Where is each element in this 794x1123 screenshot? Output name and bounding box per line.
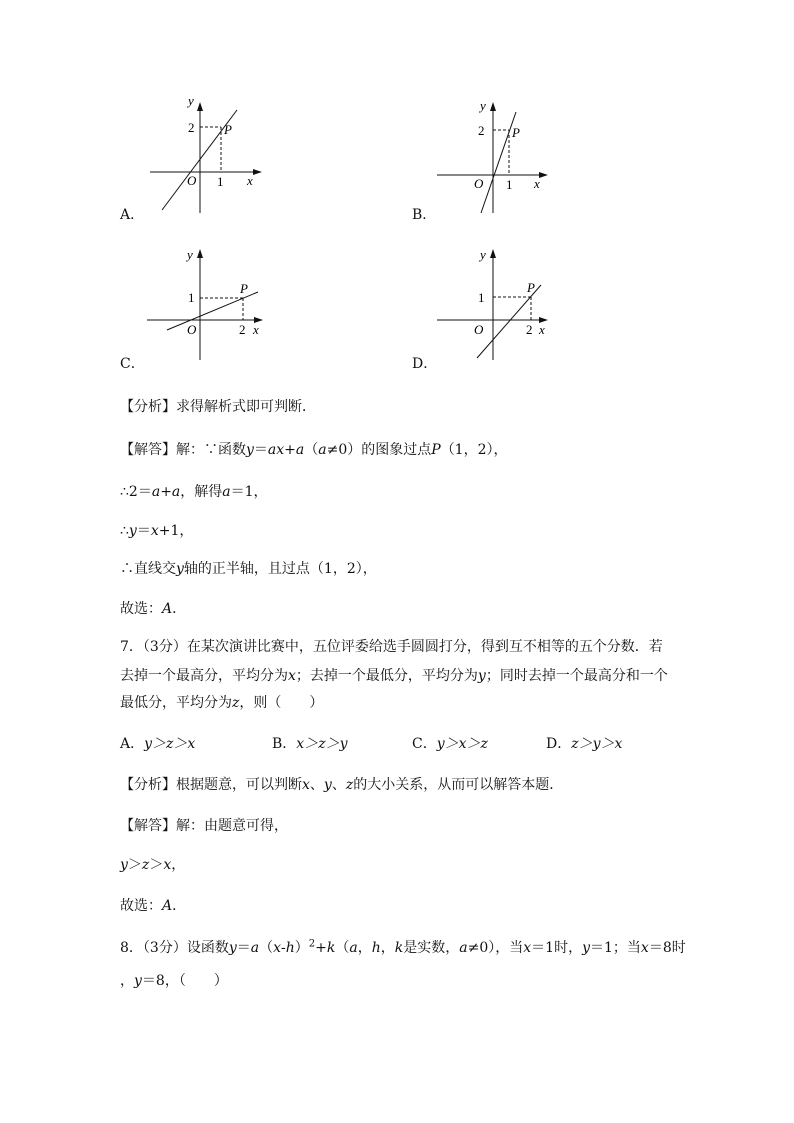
text: ． bbox=[172, 898, 187, 914]
text: a bbox=[151, 484, 161, 500]
text: a bbox=[250, 940, 260, 956]
text: ＝ bbox=[136, 523, 151, 539]
text: x bbox=[273, 940, 282, 956]
y-tick-label: 1 bbox=[188, 290, 195, 305]
text: 的大小关系，从而可以解答本题． bbox=[353, 777, 564, 793]
analysis-tag: 【分析】 bbox=[120, 399, 176, 415]
text: ；去掉一个最低分，平均分为 bbox=[295, 668, 478, 684]
q8-stem-line-2 bbox=[120, 970, 228, 990]
text: 故选： bbox=[120, 898, 162, 914]
text: ＝1， bbox=[230, 484, 268, 500]
text: ＞ bbox=[127, 857, 142, 873]
q7-option-c[interactable] bbox=[412, 733, 488, 753]
text: + bbox=[284, 442, 296, 458]
point-p-label: P bbox=[527, 280, 535, 295]
text: a bbox=[318, 442, 327, 458]
origin-label: O bbox=[474, 322, 484, 337]
text: P bbox=[431, 442, 441, 458]
text: x bbox=[288, 668, 296, 684]
text: ，则（ ） bbox=[239, 695, 324, 711]
graph-option-a bbox=[140, 95, 270, 220]
text: ＝ bbox=[253, 442, 268, 458]
text: a bbox=[459, 940, 468, 956]
y-axis-arrow-icon bbox=[197, 102, 203, 111]
text: ， bbox=[171, 857, 186, 873]
text: a bbox=[349, 940, 358, 956]
y-axis-arrow-icon bbox=[490, 102, 496, 111]
text: h bbox=[285, 940, 295, 956]
q8-stem-line-1 bbox=[120, 937, 686, 957]
text: x bbox=[302, 777, 310, 793]
point-p-label: P bbox=[512, 125, 520, 140]
text: y bbox=[228, 940, 237, 956]
text: +1， bbox=[158, 523, 194, 539]
option-letter: C． bbox=[412, 736, 437, 752]
text: ＝8，（ ） bbox=[141, 973, 228, 989]
q7-stem-line-3 bbox=[120, 692, 323, 712]
x-axis-label: x bbox=[253, 322, 259, 337]
y-tick-label: 2 bbox=[478, 123, 485, 138]
text: ， bbox=[357, 940, 372, 956]
text: y bbox=[120, 857, 128, 873]
x-axis-arrow-icon bbox=[253, 169, 262, 175]
text: a bbox=[295, 442, 305, 458]
option-a-label: A． bbox=[120, 207, 145, 223]
text: y bbox=[176, 561, 184, 577]
exponent: 2 bbox=[308, 938, 316, 950]
text: x bbox=[163, 857, 172, 873]
text: ∴ bbox=[120, 523, 129, 539]
answer-tag: 【解答】 bbox=[120, 442, 176, 458]
text: ∴直线交 bbox=[120, 561, 176, 577]
text: ． bbox=[172, 601, 187, 617]
text: ， bbox=[380, 940, 395, 956]
text: 最低分，平均分为 bbox=[120, 695, 232, 711]
text: ＝1；当 bbox=[590, 940, 641, 956]
text: h bbox=[371, 940, 381, 956]
text: ， bbox=[120, 973, 134, 989]
text: ≠0）的图象过点 bbox=[326, 442, 432, 458]
q6-solution-line-2 bbox=[120, 481, 268, 501]
q7-result bbox=[120, 854, 185, 874]
option-c-label: C． bbox=[120, 356, 145, 372]
origin-label: O bbox=[187, 173, 197, 188]
analysis-tag: 【分析】 bbox=[120, 777, 176, 793]
y-axis-label: y bbox=[188, 95, 194, 108]
y-axis-arrow-icon bbox=[197, 249, 203, 258]
x-tick-label: 2 bbox=[526, 322, 533, 337]
q7-solution bbox=[120, 815, 288, 835]
text: z bbox=[232, 695, 240, 711]
text: y bbox=[246, 442, 254, 458]
point-p-label: P bbox=[240, 281, 248, 296]
text: 解：由题意可得， bbox=[176, 818, 288, 834]
text: ，解得 bbox=[180, 484, 223, 500]
q7-stem-line-1: 7．（3分）在某次演讲比赛中，五位评委给选手圆圆打分，得到互不相等的五个分数．若 bbox=[120, 639, 663, 655]
graph-option-d bbox=[430, 242, 560, 367]
q6-solution-line-4 bbox=[120, 558, 377, 578]
option-expression: x＞z＞y bbox=[296, 736, 348, 752]
point-p-label: P bbox=[224, 122, 232, 137]
text: y bbox=[582, 940, 590, 956]
q7-answer bbox=[120, 895, 186, 915]
text: ax bbox=[267, 442, 285, 458]
text: y bbox=[128, 523, 137, 539]
text: ＝8时 bbox=[648, 940, 686, 956]
text: 解：∵函数 bbox=[176, 442, 246, 458]
text: y bbox=[134, 973, 142, 989]
text: y bbox=[323, 777, 332, 793]
text: ） bbox=[294, 940, 309, 956]
x-axis-label: x bbox=[539, 322, 545, 337]
x-axis-label: x bbox=[247, 173, 253, 188]
text: x bbox=[523, 940, 532, 956]
y-axis-arrow-icon bbox=[490, 249, 496, 258]
option-expression: y＞z＞x bbox=[144, 736, 196, 752]
text: + bbox=[160, 484, 172, 500]
x-axis-arrow-icon bbox=[539, 172, 548, 178]
text: 轴的正半轴，且过点（1，2）， bbox=[183, 561, 377, 577]
text: （ bbox=[259, 940, 274, 956]
text: z bbox=[141, 857, 150, 873]
text: k bbox=[326, 940, 336, 956]
answer-tag: 【解答】 bbox=[120, 818, 176, 834]
y-tick-label: 2 bbox=[188, 120, 195, 135]
text: 8．（3分）设函数 bbox=[120, 940, 229, 956]
text: 故选： bbox=[120, 601, 162, 617]
q7-stem-line-2 bbox=[120, 665, 668, 685]
q6-solution-line-3 bbox=[120, 520, 193, 540]
text: A bbox=[162, 898, 173, 914]
y-tick-label: 1 bbox=[478, 290, 485, 305]
text: ；同时去掉一个最高分和一个 bbox=[485, 668, 668, 684]
text: x bbox=[640, 940, 649, 956]
text: ＝1时， bbox=[531, 940, 583, 956]
text: k bbox=[394, 940, 404, 956]
text: A bbox=[162, 601, 173, 617]
text: 根据题意，可以判断 bbox=[176, 777, 302, 793]
option-letter: A． bbox=[120, 736, 145, 752]
graph-option-b bbox=[430, 95, 560, 220]
text: - bbox=[281, 940, 286, 956]
analysis-text: 求得解析式即可判断． bbox=[176, 399, 316, 415]
text: 是实数， bbox=[403, 940, 460, 956]
origin-label: O bbox=[474, 176, 484, 191]
text: y bbox=[477, 668, 486, 684]
option-d-label: D． bbox=[412, 356, 438, 372]
q6-analysis bbox=[120, 396, 316, 416]
q7-option-d[interactable] bbox=[546, 733, 622, 753]
x-tick-label: 1 bbox=[217, 174, 224, 189]
q7-option-b[interactable] bbox=[272, 733, 347, 753]
text: ∴2＝ bbox=[120, 484, 152, 500]
q6-answer bbox=[120, 598, 186, 618]
text: （1，2）， bbox=[440, 442, 508, 458]
text: z bbox=[345, 777, 354, 793]
y-axis-label: y bbox=[480, 98, 486, 113]
x-tick-label: 1 bbox=[506, 177, 513, 192]
option-expression: y＞x＞z bbox=[436, 736, 488, 752]
option-expression: z＞y＞x bbox=[571, 736, 623, 752]
x-axis-label: x bbox=[534, 176, 540, 191]
text: + bbox=[315, 940, 327, 956]
q7-option-a[interactable] bbox=[120, 733, 195, 753]
q6-solution-line-1 bbox=[120, 439, 508, 459]
text: 、 bbox=[331, 777, 346, 793]
y-axis-label: y bbox=[187, 247, 193, 262]
text: （ bbox=[335, 940, 350, 956]
text: a bbox=[171, 484, 181, 500]
option-b-label: B． bbox=[412, 207, 437, 223]
option-letter: B． bbox=[272, 736, 297, 752]
graph-option-c bbox=[140, 242, 270, 367]
text: （ bbox=[304, 442, 319, 458]
text: a bbox=[222, 484, 231, 500]
origin-label: O bbox=[187, 322, 197, 337]
y-axis-label: y bbox=[480, 247, 486, 262]
q7-analysis bbox=[120, 774, 563, 794]
x-tick-label: 2 bbox=[239, 322, 246, 337]
text: ≠0），当 bbox=[467, 940, 524, 956]
text: x bbox=[150, 523, 159, 539]
text: 、 bbox=[309, 777, 324, 793]
text: 去掉一个最高分，平均分为 bbox=[120, 668, 288, 684]
function-line bbox=[481, 112, 516, 213]
option-letter: D． bbox=[546, 736, 572, 752]
text: ＞ bbox=[149, 857, 164, 873]
text: ＝ bbox=[236, 940, 251, 956]
